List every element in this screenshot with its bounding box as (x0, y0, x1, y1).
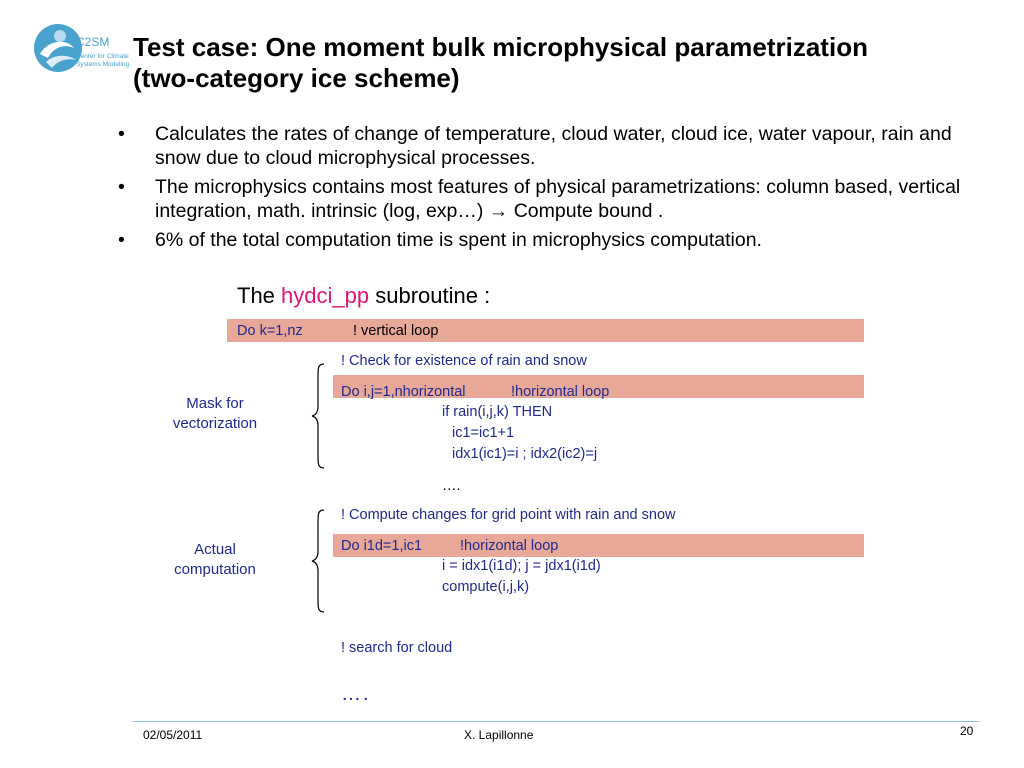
subroutine-heading (237, 283, 490, 309)
bullet-item: • 6% of the total computation time is spent in microphysics computation. (118, 228, 978, 252)
logo-line2: Systems Modeling (76, 61, 130, 68)
actual-label-line2: computation (174, 561, 256, 578)
bullet-list (118, 122, 978, 257)
cloud-comment: ! search for cloud (341, 640, 453, 656)
inner-loop1-comment: !horizontal loop (511, 384, 610, 400)
mask-label (150, 394, 280, 434)
footer-date: 02/05/2011 (143, 728, 203, 742)
mask-label-line2: vectorization (172, 415, 258, 432)
mask-label-line1: Mask for (186, 395, 244, 412)
assign-line: i = idx1(i1d); j = jdx1(i1d) (442, 558, 601, 574)
outer-loop-comment: ! vertical loop (353, 323, 439, 339)
logo-line1: Center for Climate (76, 53, 129, 60)
inner-loop1-do: Do i,j=1,nhorizontal (341, 384, 466, 400)
inner-loop2-do: Do i1d=1,ic1 (341, 538, 423, 554)
subroutine-name: hydci_pp (281, 283, 370, 308)
check-comment: ! Check for existence of rain and snow (341, 353, 587, 369)
if-line: if rain(i,j,k) THEN (442, 404, 553, 420)
left-brace-icon (310, 508, 330, 614)
footer-divider (133, 721, 979, 722)
actual-label-line1: Actual (194, 541, 236, 558)
c2sm-logo (30, 18, 130, 80)
ic1-line: ic1=ic1+1 (452, 425, 515, 441)
footer-author: X. Lapillonne (464, 728, 534, 742)
subroutine-suffix: subroutine : (369, 283, 491, 308)
page-number: 20 (960, 724, 974, 738)
ellipsis-1: …. (442, 478, 461, 494)
bullet-item: • Calculates the rates of change of temperature, cloud water, cloud ice, water vapour, rain and snow due to cloud microphysical processes. (118, 122, 978, 170)
actual-label (150, 540, 280, 580)
ellipsis-2: …. (341, 683, 371, 705)
title-line-2: (two-category ice scheme) (133, 63, 460, 93)
compute-comment: ! Compute changes for grid point with rain and snow (341, 507, 676, 523)
idx-line: idx1(ic1)=i ; idx2(ic2)=j (452, 446, 598, 462)
outer-loop-bar (227, 319, 864, 342)
logo-name: C2SM (76, 35, 110, 49)
title-line-1: Test case: One moment bulk microphysical parametrization (133, 32, 868, 62)
slide-title (133, 32, 993, 94)
subroutine-prefix: The (237, 283, 282, 308)
outer-loop-do: Do k=1,nz (237, 323, 303, 339)
call-line: compute(i,j,k) (442, 579, 530, 595)
bullet-item: • The microphysics contains most features of physical parametrizations: column based, vertical integration, math. intrinsic (log, exp…) → Compute bound . (118, 175, 978, 223)
inner-loop2-comment: !horizontal loop (460, 538, 559, 554)
left-brace-icon (310, 362, 330, 470)
